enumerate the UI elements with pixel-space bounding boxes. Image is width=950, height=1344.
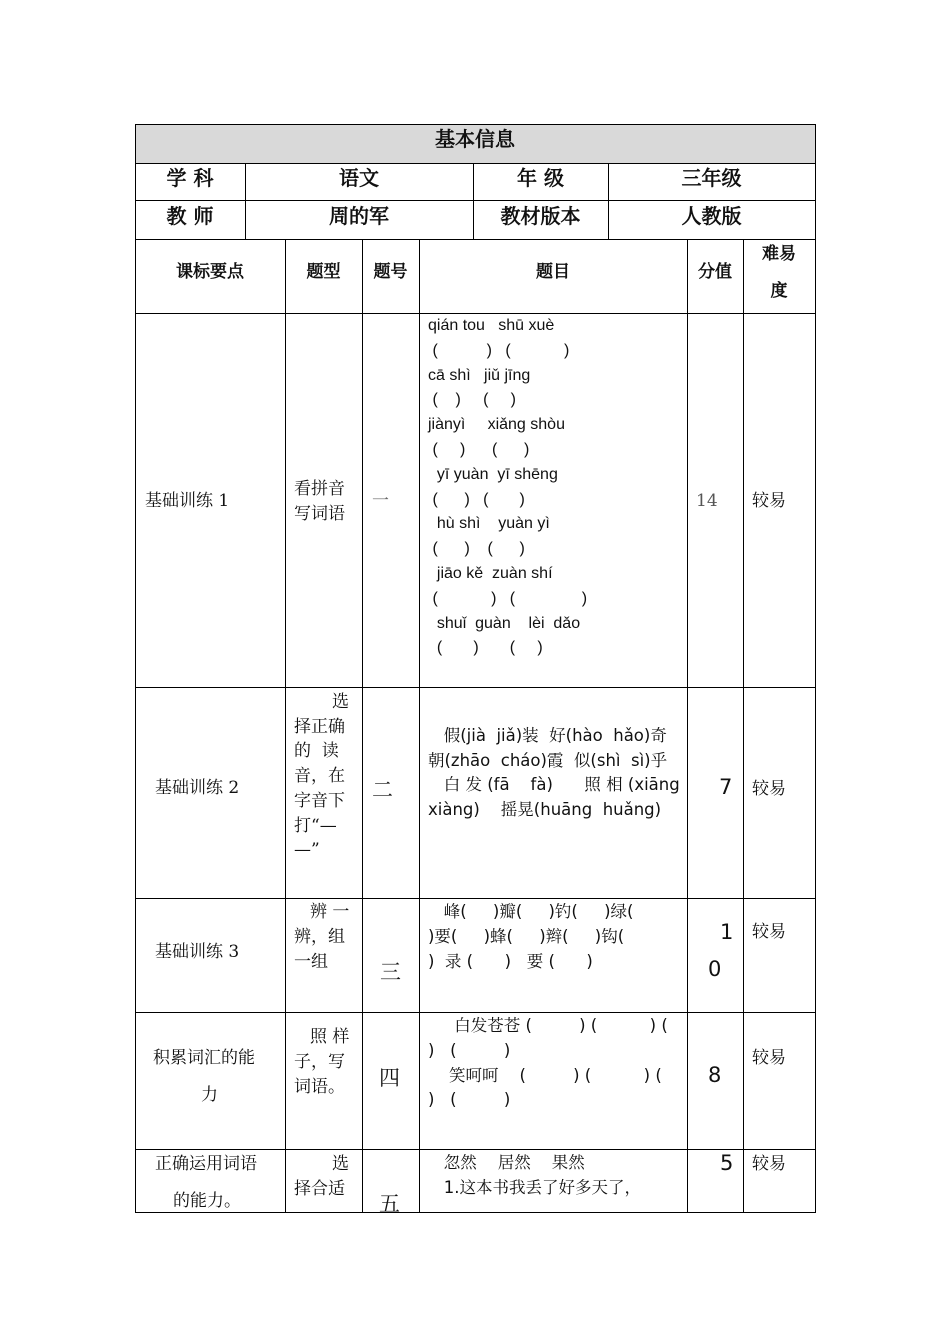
question-line: 笑呵呵 ( ) ( ) (	[428, 1065, 662, 1085]
row1-score: 14	[696, 491, 718, 511]
table-rule	[135, 200, 816, 201]
row1-difficulty: 较易	[752, 491, 786, 511]
row3-type	[294, 900, 349, 975]
subject-value: 语文	[339, 166, 379, 190]
row3-score-line1: 1	[720, 920, 734, 944]
type-line: 辨 一	[310, 902, 350, 922]
grade-value: 三年级	[681, 166, 742, 190]
type-line: —”	[294, 840, 320, 861]
row2-standard: 基础训练 2	[155, 778, 240, 798]
table-rule	[419, 239, 420, 1213]
table-rule	[743, 239, 744, 1213]
row5-standard-line1: 正确运用词语	[155, 1154, 257, 1174]
type-line: 音，在	[294, 766, 345, 787]
table-rule	[135, 898, 816, 899]
question-line: ( ) ( )	[428, 589, 588, 607]
question-line: yī yuàn yī shēng	[428, 465, 558, 483]
row5-difficulty: 较易	[752, 1154, 786, 1174]
row4-question	[428, 1014, 668, 1113]
col-header-difficulty-1: 难易	[762, 244, 796, 264]
row4-standard-line2: 力	[201, 1085, 218, 1105]
row5-standard-line2: 的能力。	[173, 1191, 241, 1211]
question-line: ) 录 ( ) 要 ( )	[428, 951, 593, 971]
question-line: 峰( )瓣( )钓( )绿(	[428, 902, 634, 921]
subject-label: 学 科	[166, 166, 214, 190]
type-line: 选	[332, 1154, 349, 1174]
table-rule	[135, 1012, 816, 1013]
row4-standard-line1: 积累词汇的能	[153, 1048, 255, 1068]
row2-question	[428, 724, 680, 822]
row1-type-line2: 写词语	[294, 504, 345, 524]
question-line: hù shì yuàn yì	[428, 515, 550, 533]
table-rule	[135, 163, 816, 164]
question-line: ( ) ( )	[428, 639, 543, 657]
row1-standard: 基础训练 1	[145, 491, 230, 511]
row4-score: 8	[708, 1063, 722, 1087]
row2-number: 二	[372, 778, 393, 802]
col-header-question: 题目	[536, 262, 570, 282]
question-line: shuǐ guàn lèi dǎo	[428, 614, 581, 632]
row2-type	[294, 690, 349, 863]
question-line: 朝(zhāo cháo)霞 似(shì sì)乎	[428, 750, 668, 770]
question-line: jiànyì xiǎng shòu	[428, 416, 565, 434]
question-line: qián tou shū xuè	[428, 317, 555, 334]
col-header-number: 题号	[373, 262, 408, 282]
col-header-score: 分值	[698, 262, 732, 282]
row1-question	[428, 314, 587, 661]
table-rule	[285, 239, 286, 1213]
col-header-type: 题型	[306, 262, 341, 282]
type-line: 词语。	[294, 1077, 345, 1097]
question-line: 忽然 居然 果然	[428, 1153, 585, 1172]
teacher-label: 教 师	[166, 204, 214, 228]
edition-value: 人教版	[681, 204, 742, 228]
question-line: ( ) ( )	[428, 391, 516, 409]
row5-type	[294, 1152, 349, 1202]
type-line: 字音下	[294, 790, 345, 811]
question-line: 假(jià jiǎ)装 好(hào hǎo)奇	[428, 726, 667, 745]
question-line: jiāo kě zuàn shí	[428, 564, 553, 582]
type-line: 选	[332, 692, 349, 712]
type-line: 择正确	[294, 716, 345, 737]
teacher-value: 周的军	[329, 204, 389, 228]
row2-difficulty: 较易	[752, 779, 786, 799]
question-line: ( ) ( )	[428, 440, 530, 458]
table-rule	[135, 687, 816, 688]
table-rule	[135, 1149, 816, 1150]
row4-number: 四	[379, 1066, 400, 1090]
type-line: 的 读	[294, 741, 339, 762]
type-line: 辨，组	[294, 927, 345, 947]
row5-question	[428, 1151, 641, 1201]
question-line: ( ) ( )	[428, 490, 525, 508]
table-rule	[135, 239, 816, 240]
table-border-top	[135, 124, 816, 125]
table-rule	[687, 239, 688, 1213]
col-header-difficulty-2: 度	[770, 281, 788, 301]
table-title: 基本信息	[435, 127, 515, 151]
table-border-left	[135, 124, 136, 1213]
question-line: ( ) ( )	[428, 341, 570, 359]
type-line: 一组	[294, 952, 328, 972]
row3-number: 三	[380, 960, 401, 984]
row5-score: 5	[720, 1151, 734, 1175]
question-line: ) ( )	[428, 1090, 511, 1110]
row1-type-line1: 看拼音	[294, 479, 345, 499]
type-line: 照 样	[310, 1027, 350, 1047]
row2-score: 7	[719, 775, 733, 799]
col-header-standard: 课标要点	[176, 262, 244, 282]
question-line: 白 发 (fā fà) 照 相 (xiāng	[428, 775, 680, 794]
edition-label: 教材版本	[500, 204, 581, 228]
question-line: xiàng) 摇晃(huāng huǎng)	[428, 799, 662, 819]
question-line: 白发苍苍 ( ) ( ) (	[428, 1016, 668, 1035]
row3-standard: 基础训练 3	[155, 942, 240, 962]
row4-type	[294, 1025, 349, 1100]
type-line: 打“—	[294, 815, 337, 836]
grade-label: 年 级	[517, 166, 564, 190]
table-border-right	[815, 124, 816, 1213]
question-line: 1.这本书我丢了好多天了，	[428, 1177, 641, 1197]
question-line: )要( )蜂( )辫( )钩(	[428, 926, 625, 946]
type-line: 子，写	[294, 1052, 345, 1072]
row5-number: 五	[379, 1192, 400, 1216]
row3-score-line2: 0	[708, 957, 722, 981]
type-line: 择合适	[294, 1179, 345, 1199]
question-line: cā shì jiǔ jīng	[428, 366, 531, 384]
question-line: ) ( )	[428, 1040, 511, 1060]
row3-difficulty: 较易	[752, 922, 786, 942]
question-line: ( ) ( )	[428, 540, 525, 558]
row4-difficulty: 较易	[752, 1048, 786, 1068]
row3-question	[428, 900, 633, 974]
row1-number: 一	[372, 491, 389, 511]
table-rule	[362, 239, 363, 1213]
